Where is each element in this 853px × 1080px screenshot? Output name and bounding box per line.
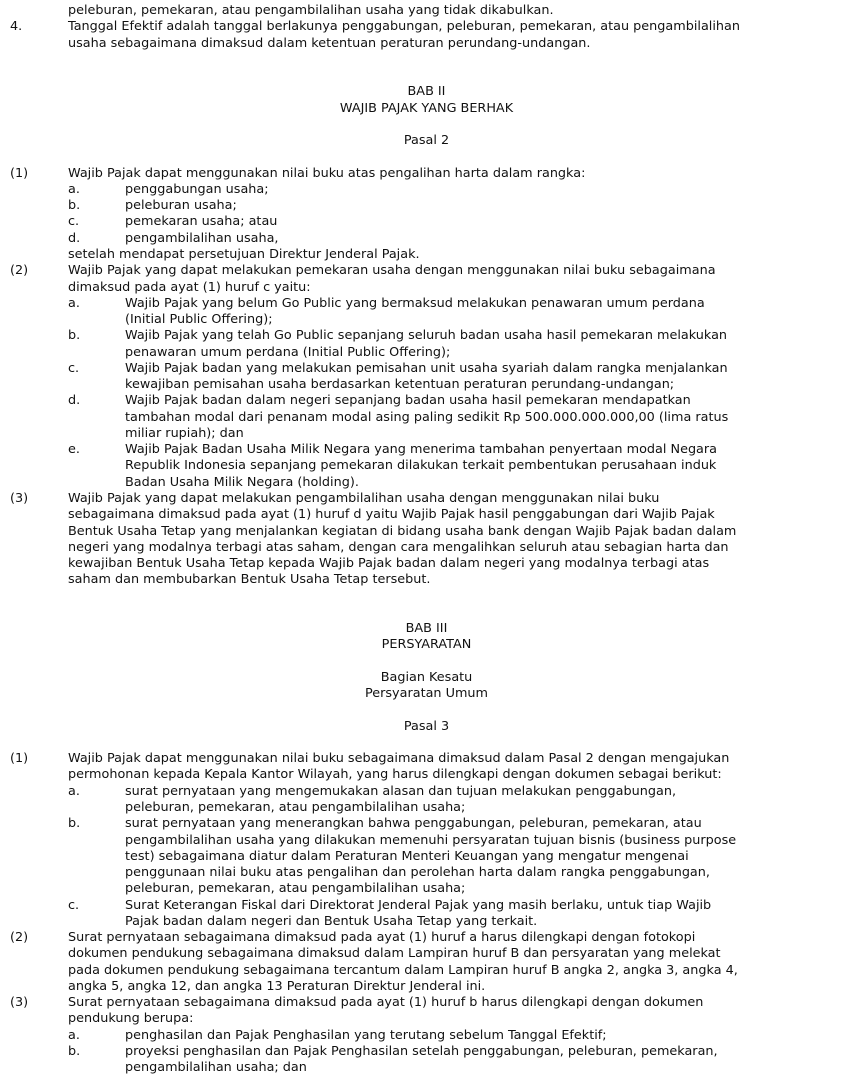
line-text: Wajib Pajak yang dapat melakukan pemekaran usaha dengan menggunakan nilai buku sebagaimana [68,263,716,279]
document-line [0,458,853,474]
line-text: tambahan modal dari penanam modal asing paling sedikit Rp 500.000.000.000,00 (lima ratus [125,409,729,425]
blank-line [0,68,853,84]
item-number: (1) [10,165,29,181]
document-line [0,182,853,198]
document-line [0,166,853,182]
line-text: kewajiban pemisahan usaha berdasarkan ketentuan peraturan perundang-undangan; [125,377,675,393]
line-text: Surat pernyataan sebagaimana dimaksud pada ayat (1) huruf a harus dilengkapi dengan fotokopi [68,930,696,946]
item-number: (3) [10,995,29,1011]
line-text: Wajib Pajak yang belum Go Public yang bermaksud melakukan penawaran umum perdana [125,295,705,311]
document-line [0,556,853,572]
item-letter: c. [68,360,80,376]
line-text: pengambilalihan usaha; dan [125,1060,307,1076]
heading-text: BAB III [405,621,448,637]
line-text: pendukung berupa: [68,1011,194,1027]
line-text: Surat Keterangan Fiskal dari Direktorat Jenderal Pajak yang masih berlaku, untuk tiap Wajib [125,897,712,913]
line-text: Surat pernyataan sebagaimana dimaksud pada ayat (1) huruf b harus dilengkapi dengan dokumen [68,995,704,1011]
document-line [0,507,853,523]
document-line [0,214,853,230]
item-number: (2) [10,930,29,946]
line-text: Badan Usaha Milik Negara (holding). [125,474,359,490]
item-letter: c. [68,897,80,913]
item-number: 4. [10,19,23,35]
line-text: Wajib Pajak badan yang melakukan pemisahan unit usaha syariah dalam rangka menjalankan [125,360,728,376]
item-letter: b. [68,816,81,832]
blank-line [0,149,853,165]
line-text: surat pernyataan yang mengemukakan alasan dan tujuan melakukan penggabungan, [125,783,677,799]
item-letter: d. [68,393,81,409]
document-line [0,914,853,930]
heading-text: PERSYARATAN [381,637,472,653]
document-line [0,963,853,979]
document-line [0,946,853,962]
blank-line [0,605,853,621]
document-line [0,995,853,1011]
section-heading [0,637,853,653]
line-text: Wajib Pajak Badan Usaha Milik Negara yang menerima tambahan penyertaan modal Negara [125,442,718,458]
line-text: saham dan membubarkan Bentuk Usaha Tetap tersebut. [68,572,431,588]
document-line [0,280,853,296]
document-line [0,572,853,588]
item-letter: a. [68,295,80,311]
document-line [0,849,853,865]
document-line [0,898,853,914]
heading-text: BAB II [407,84,446,100]
document-line [0,263,853,279]
document-line [0,881,853,897]
document-line [0,198,853,214]
item-number: (1) [10,751,29,767]
line-text: Wajib Pajak badan dalam negeri sepanjang badan usaha hasil pemekaran mendapatkan [125,393,691,409]
document-line [0,3,853,19]
document-line [0,36,853,52]
document-line [0,231,853,247]
item-letter: a. [68,783,80,799]
document-line [0,1044,853,1060]
section-heading [0,686,853,702]
line-text: Wajib Pajak dapat menggunakan nilai buku atas pengalihan harta dalam rangka: [68,165,586,181]
line-text: negeri yang modalnya terbagi atas saham, dengan cara mengalihkan seluruh atau sebagian harta dan [68,539,729,555]
line-text: permohonan kepada Kepala Kantor Wilayah, yang harus dilengkapi dengan dokumen sebagai berikut: [68,767,722,783]
document-line [0,426,853,442]
heading-text: Persyaratan Umum [364,686,489,702]
document-line [0,247,853,263]
heading-text: Pasal 3 [403,718,450,734]
heading-text: Pasal 2 [403,133,450,149]
section-heading [0,670,853,686]
blank-line [0,702,853,718]
line-text: pengambilalihan usaha yang dilakukan memenuhi persyaratan tujuan bisnis (business purpose [125,832,737,848]
line-text: penawaran umum perdana (Initial Public Offering); [125,344,451,360]
line-text: sebagaimana dimaksud pada ayat (1) huruf d yaitu Wajib Pajak hasil penggabungan dari Wajib Pajak [68,507,715,523]
blank-line [0,52,853,68]
line-text: pada dokumen pendukung sebagaimana tercantum dalam Lampiran huruf B angka 2, angka 3, angka 4, [68,962,738,978]
document-line [0,1060,853,1076]
blank-line [0,654,853,670]
line-text: usaha sebagaimana dimaksud dalam ketentuan peraturan perundang-undangan. [68,35,591,51]
item-number: (2) [10,263,29,279]
document-line [0,524,853,540]
line-text: test) sebagaimana diatur dalam Peraturan Menteri Keuangan yang mengatur mengenai [125,848,689,864]
line-text: Wajib Pajak yang telah Go Public sepanjang seluruh badan usaha hasil pemekaran melakukan [125,328,728,344]
blank-line [0,735,853,751]
document-line [0,833,853,849]
line-text: miliar rupiah); dan [125,425,244,441]
line-text: penggabungan usaha; [125,181,269,197]
document-line [0,296,853,312]
line-text: penggunaan nilai buku atas pengalihan dan perolehan harta dalam rangka penggabungan, [125,865,710,881]
item-letter: b. [68,328,81,344]
line-text: dimaksud pada ayat (1) huruf c yaitu: [68,279,311,295]
section-heading [0,101,853,117]
item-number: (3) [10,490,29,506]
document-line [0,19,853,35]
line-text: peleburan, pemekaran, atau pengambilalihan usaha yang tidak dikabulkan. [68,3,554,18]
document-line [0,979,853,995]
item-letter: b. [68,198,81,214]
item-letter: e. [68,442,80,458]
document-line [0,800,853,816]
document-line [0,767,853,783]
document-line [0,816,853,832]
line-text: Bentuk Usaha Tetap yang menjalankan kegiatan di bidang usaha bank dengan Wajib Pajak badan dalam [68,523,737,539]
line-text: Republik Indonesia sepanjang pemekaran dilakukan terkait pembentukan perusahaan induk [125,458,717,474]
section-heading [0,133,853,149]
line-text: peleburan, pemekaran, atau pengambilalihan usaha; [125,800,466,816]
line-text: kewajiban Bentuk Usaha Tetap kepada Wajib Pajak badan dalam negeri yang modalnya terbagi atas [68,556,710,572]
blank-line [0,589,853,605]
line-text: Pajak badan dalam negeri dan Bentuk Usaha Tetap yang terkait. [125,913,538,929]
item-letter: a. [68,1027,80,1043]
line-text: (Initial Public Offering); [125,312,273,328]
document-line [0,393,853,409]
line-text: proyeksi penghasilan dan Pajak Penghasilan setelah penggabungan, peleburan, pemekaran, [125,1044,718,1059]
document-line [0,1028,853,1044]
line-text: Wajib Pajak dapat menggunakan nilai buku sebagaimana dimaksud dalam Pasal 2 dengan mengajukan [68,751,730,767]
document-line [0,442,853,458]
document-line [0,784,853,800]
item-letter: a. [68,181,80,197]
document-line [0,328,853,344]
item-letter: b. [68,1044,81,1059]
line-text: pemekaran usaha; atau [125,214,278,230]
document-line [0,540,853,556]
document-line [0,930,853,946]
document-line [0,1011,853,1027]
document-line [0,345,853,361]
item-letter: c. [68,214,80,230]
heading-text: WAJIB PAJAK YANG BERHAK [339,100,514,116]
line-text: Wajib Pajak yang dapat melakukan pengambilalihan usaha dengan menggunakan nilai buku [68,490,660,506]
line-text: dokumen pendukung sebagaimana dimaksud dalam Lampiran huruf B dan persyaratan yang melekat [68,946,721,962]
line-text: angka 5, angka 12, dan angka 13 Peraturan Direktur Jenderal ini. [68,978,486,994]
line-text: peleburan usaha; [125,198,237,214]
document-line [0,475,853,491]
line-text: Tanggal Efektif adalah tanggal berlakunya penggabungan, peleburan, pemekaran, atau pengambilalihan [68,19,740,35]
blank-line [0,117,853,133]
document-line [0,491,853,507]
document-line [0,751,853,767]
line-text: penghasilan dan Pajak Penghasilan yang terutang sebelum Tanggal Efektif; [125,1027,607,1043]
document-line [0,361,853,377]
document-line [0,312,853,328]
regulation-document [0,3,853,1077]
document-line [0,377,853,393]
line-text: peleburan, pemekaran, atau pengambilalihan usaha; [125,881,466,897]
section-heading [0,719,853,735]
document-line [0,410,853,426]
line-text: setelah mendapat persetujuan Direktur Jenderal Pajak. [68,246,420,262]
section-heading [0,621,853,637]
section-heading [0,84,853,100]
line-text: pengambilalihan usaha, [125,230,279,246]
item-letter: d. [68,230,81,246]
heading-text: Bagian Kesatu [380,669,473,685]
line-text: surat pernyataan yang menerangkan bahwa penggabungan, peleburan, pemekaran, atau [125,816,702,832]
document-line [0,865,853,881]
